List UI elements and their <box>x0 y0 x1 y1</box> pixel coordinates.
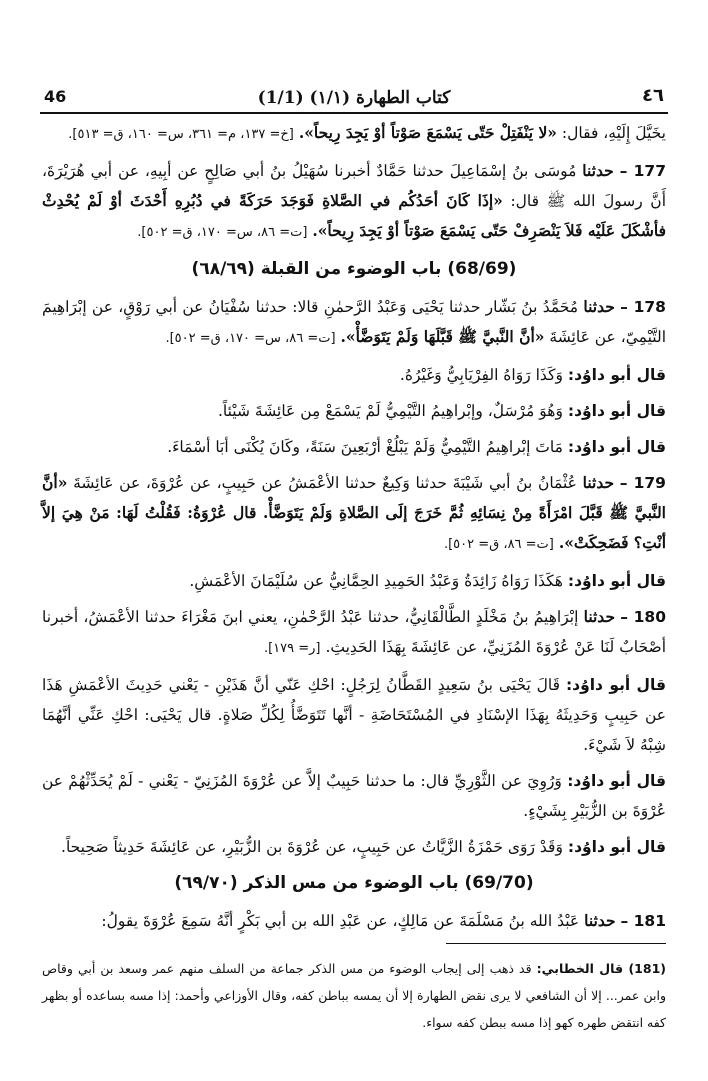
abu-dawud-comment <box>42 566 666 596</box>
chapter-heading: (69/70) باب الوضوء من مس الذكر (٦٩/٧٠) <box>174 873 534 893</box>
footnote-lead: (181) قال الخطابي: <box>536 961 666 976</box>
reference: [ت= ٨٦، ق= ٥٠٢]. <box>443 537 554 552</box>
comment-text: وَقَدْ رَوَى حَمْزَةُ الزَّيَّاتُ عن حَبِيبٍ، عن عُرْوَةَ بن الزُّبَيْرِ، عن عَائِشَةَ حَدِيثاً صَحِيحاً. <box>61 838 563 856</box>
hadith-entry <box>42 906 666 936</box>
matn-text: «إذَا كَانَ أحَدُكُم في الصَّلاةِ فَوَجَدَ حَرَكَةً في دُبُرِهِ أَحْدَثَ أوْ لَمْ يُحْدِثْ فأشْكَلَ عَلَيْه فَلاَ يَنْصَرِفْ حَتّى يَسْمَعَ صَوْتاً أوْ يَجِدَ رِيحاً». <box>42 191 666 240</box>
running-title: (1/1) كتاب الطهارة (١/١) <box>257 88 451 108</box>
matn-text: «لا يَنْفَتِلْ حَتّى يَسْمَعَ صَوْتاً أوْ يَجِدَ رِيحاً». <box>298 123 557 142</box>
hadith-entry <box>42 468 666 560</box>
hadith-lead: حدثنا <box>583 297 615 316</box>
comment-text: قَالَ يَحْيَى بنُ سَعِيدٍ القَطَّانُ لِرَجُلٍ: احْكِ عَنّي أنَّ هَذَيْنِ - يَعْني حَدِيثَ الأعْمَشِ هَذَا عن حَبِيبٍ وَحَدِيثَهُ بِهَذَا الإسْنَادِ في المُسْتَحَاضَةِ - أنَّها تَتَوَضَّأُ لِكُلِّ صَلاةٍ. قال يَحْيَى: احْكِ عَنِّي أنَّهُمَا شِبْهُ لاَ شَيْءَ. <box>42 676 666 754</box>
hadith-number: 181 – <box>620 912 666 930</box>
comment-lead: قال أبو داوُد: <box>567 572 666 590</box>
chapter-heading: (68/69) باب الوضوء من القبلة (٦٨/٦٩) <box>191 259 517 279</box>
abu-dawud-comment <box>42 432 666 462</box>
comment-text: مَاتَ إبْراهِيمُ التَّيْمِيُّ وَلَمْ يَبْلُغْ أرْبَعِينَ سَنَةً، وكَانَ يُكْنَى أبَا أسْمَاءَ. <box>167 438 563 456</box>
comment-lead: قال أبو داوُد: <box>567 366 666 384</box>
comment-text: وَرُوِيَ عن الثَّوْرِيِّ قال: ما حدثنا حَبِيبٌ إلاَّ عن عُرْوَةَ المُزَنِيّ - يَعْني - لَمْ يُحَدِّثْهُمْ عن عُرْوَةَ بن الزُّبَيْرِ بِشَيْءٍ. <box>42 772 666 820</box>
hadith-lead: حدثنا <box>583 607 616 626</box>
page-number-latin: 46 <box>44 87 67 106</box>
comment-lead: قال أبو داوُد: <box>565 676 666 694</box>
isnad-text: مُوسَى بنُ إسْمَاعِيلَ حدثنا حَمَّادٌ أخبرنا سُهَيْلُ بنُ أبي صَالِحٍ عن أبِيهِ، عن أبي هُرَيْرَةَ، أَنَّ رسولَ الله ﷺ قال: <box>42 162 667 210</box>
comment-lead: قال أبو داوُد: <box>567 402 666 420</box>
matn-text: «أنَّ النَّبيَّ ﷺ قَبَّلَ امْرَأَةً مِنْ نِسَائِهِ ثُمَّ خَرَجَ إلَى الصَّلاةِ وَلَمْ يَتَوَضَّأْ. قال عُرْوَةُ: فَقُلْتُ لَهَا: مَنْ هِيَ إلاَّ أنْتِ؟ فَضَحِكَتْ». <box>42 473 666 552</box>
comment-text: هَكَذَا رَوَاهُ زَائِدَةُ وَعَبْدُ الحَمِيدِ الحِمَّانِيُّ عن سُلَيْمَانَ الأعْمَشِ. <box>189 572 563 590</box>
reference: [خ= ١٣٧، م= ٣٦١، س= ١٦٠، ق= ٥١٣]. <box>68 127 294 142</box>
isnad-text: إبْرَاهِيمُ بنُ مَخْلَدٍ الطَّالْقَانِيُّ، حدثنا عَبْدُ الرَّحْمٰنِ، يعني ابنَ مَغْرَاءَ حدثنا الأعْمَشُ، أخبرنا أصْحَابٌ لَنَا عَنْ عُرْوَةَ المُزَنِيِّ، عن عَائِشَةَ بِهَذَا الحَدِيثِ. <box>42 608 666 656</box>
hadith-entry <box>42 602 666 664</box>
abu-dawud-comment <box>42 396 666 426</box>
main-text <box>42 118 666 942</box>
reference: [ت= ٨٦، س= ١٧٠، ق= ٥٠٢]. <box>165 331 336 346</box>
page-header <box>40 78 668 114</box>
reference: [ر= ١٧٩]. <box>263 641 321 656</box>
hadith-number: 178 – <box>620 298 666 316</box>
hadith-entry <box>42 118 666 150</box>
footnote <box>42 955 666 1036</box>
abu-dawud-comment <box>42 360 666 390</box>
hadith-number: 180 – <box>620 608 666 626</box>
hadith-entry <box>42 156 666 248</box>
comment-lead: قال أبو داوُد: <box>567 838 666 856</box>
matn-text: «أنَّ النَّبيَّ ﷺ قَبَّلَهَا وَلَمْ يَتَوَضَّأْ». <box>340 327 545 346</box>
abu-dawud-comment <box>42 670 666 760</box>
hadith-lead: حدثنا <box>582 473 615 492</box>
reference: [ت= ٨٦، س= ١٧٠، ق= ٥٠٢]. <box>137 225 308 240</box>
comment-lead: قال أبو داوُد: <box>567 438 666 456</box>
footnote-text: قد ذهب إلى إيجاب الوضوء من مس الذكر جماعة من السلف منهم عمر وسعد بن أبي وقاص وابن عمر... إلا أن الشافعي لا يرى نقض الطهارة إلا أن يمسه بباطن كفه، وقال الأوزاعي وأحمد: إذا مسه بساعده أو بظهر كفه انتقض طهره كهو إذا مسه ببطن كفه سواء. <box>42 961 666 1030</box>
hadith-number: 177 – <box>619 162 666 180</box>
footnote-divider <box>446 943 666 944</box>
comment-text: وَهُوَ مُرْسَلٌ، وإبْراهِيمُ التَّيْمِيُّ لَمْ يَسْمَعْ مِن عَائِشَةَ شَيْئاً. <box>217 402 563 420</box>
isnad-text: عُثْمَانُ بنُ أبي شَيْبَةَ حدثنا وَكِيعٌ حدثنا الأعْمَشُ عن حَبِيبٍ، عن عُرْوَةَ، عن عَائِشَةَ <box>73 474 577 492</box>
comment-text: وَكَذَا رَوَاهُ الفِرْيَابِيُّ وَغَيْرُهُ. <box>399 366 563 384</box>
page-number-arabic: ٤٦ <box>642 85 664 106</box>
hadith-number: 179 – <box>619 474 666 492</box>
hadith-lead: حدثنا <box>584 911 616 930</box>
hadith-lead: حدثنا <box>582 161 614 180</box>
abu-dawud-comment <box>42 832 666 862</box>
isnad-text: مُحَمَّدُ بنُ بَشّار حدثنا يَحْيَى وَعَبْدُ الرَّحمٰنِ قالا: حدثنا سُفْيَانُ عن أبي رَوْقٍ، عن إبْرَاهِيمَ التَّيْمِيّ، عن عَائِشَةَ <box>42 298 666 346</box>
isnad-text: عَبْدُ الله بنُ مَسْلَمَةَ عن مَالِكٍ، عن عَبْدِ الله بن أبي بَكْرٍ أنَّهُ سَمِعَ عُرْوَةَ يقولُ: <box>101 912 580 930</box>
isnad-text: يخَيَّلَ إِلَيْهِ، فقال: <box>561 124 666 142</box>
abu-dawud-comment <box>42 766 666 826</box>
comment-lead: قال أبو داوُد: <box>567 772 666 790</box>
hadith-entry <box>42 292 666 354</box>
